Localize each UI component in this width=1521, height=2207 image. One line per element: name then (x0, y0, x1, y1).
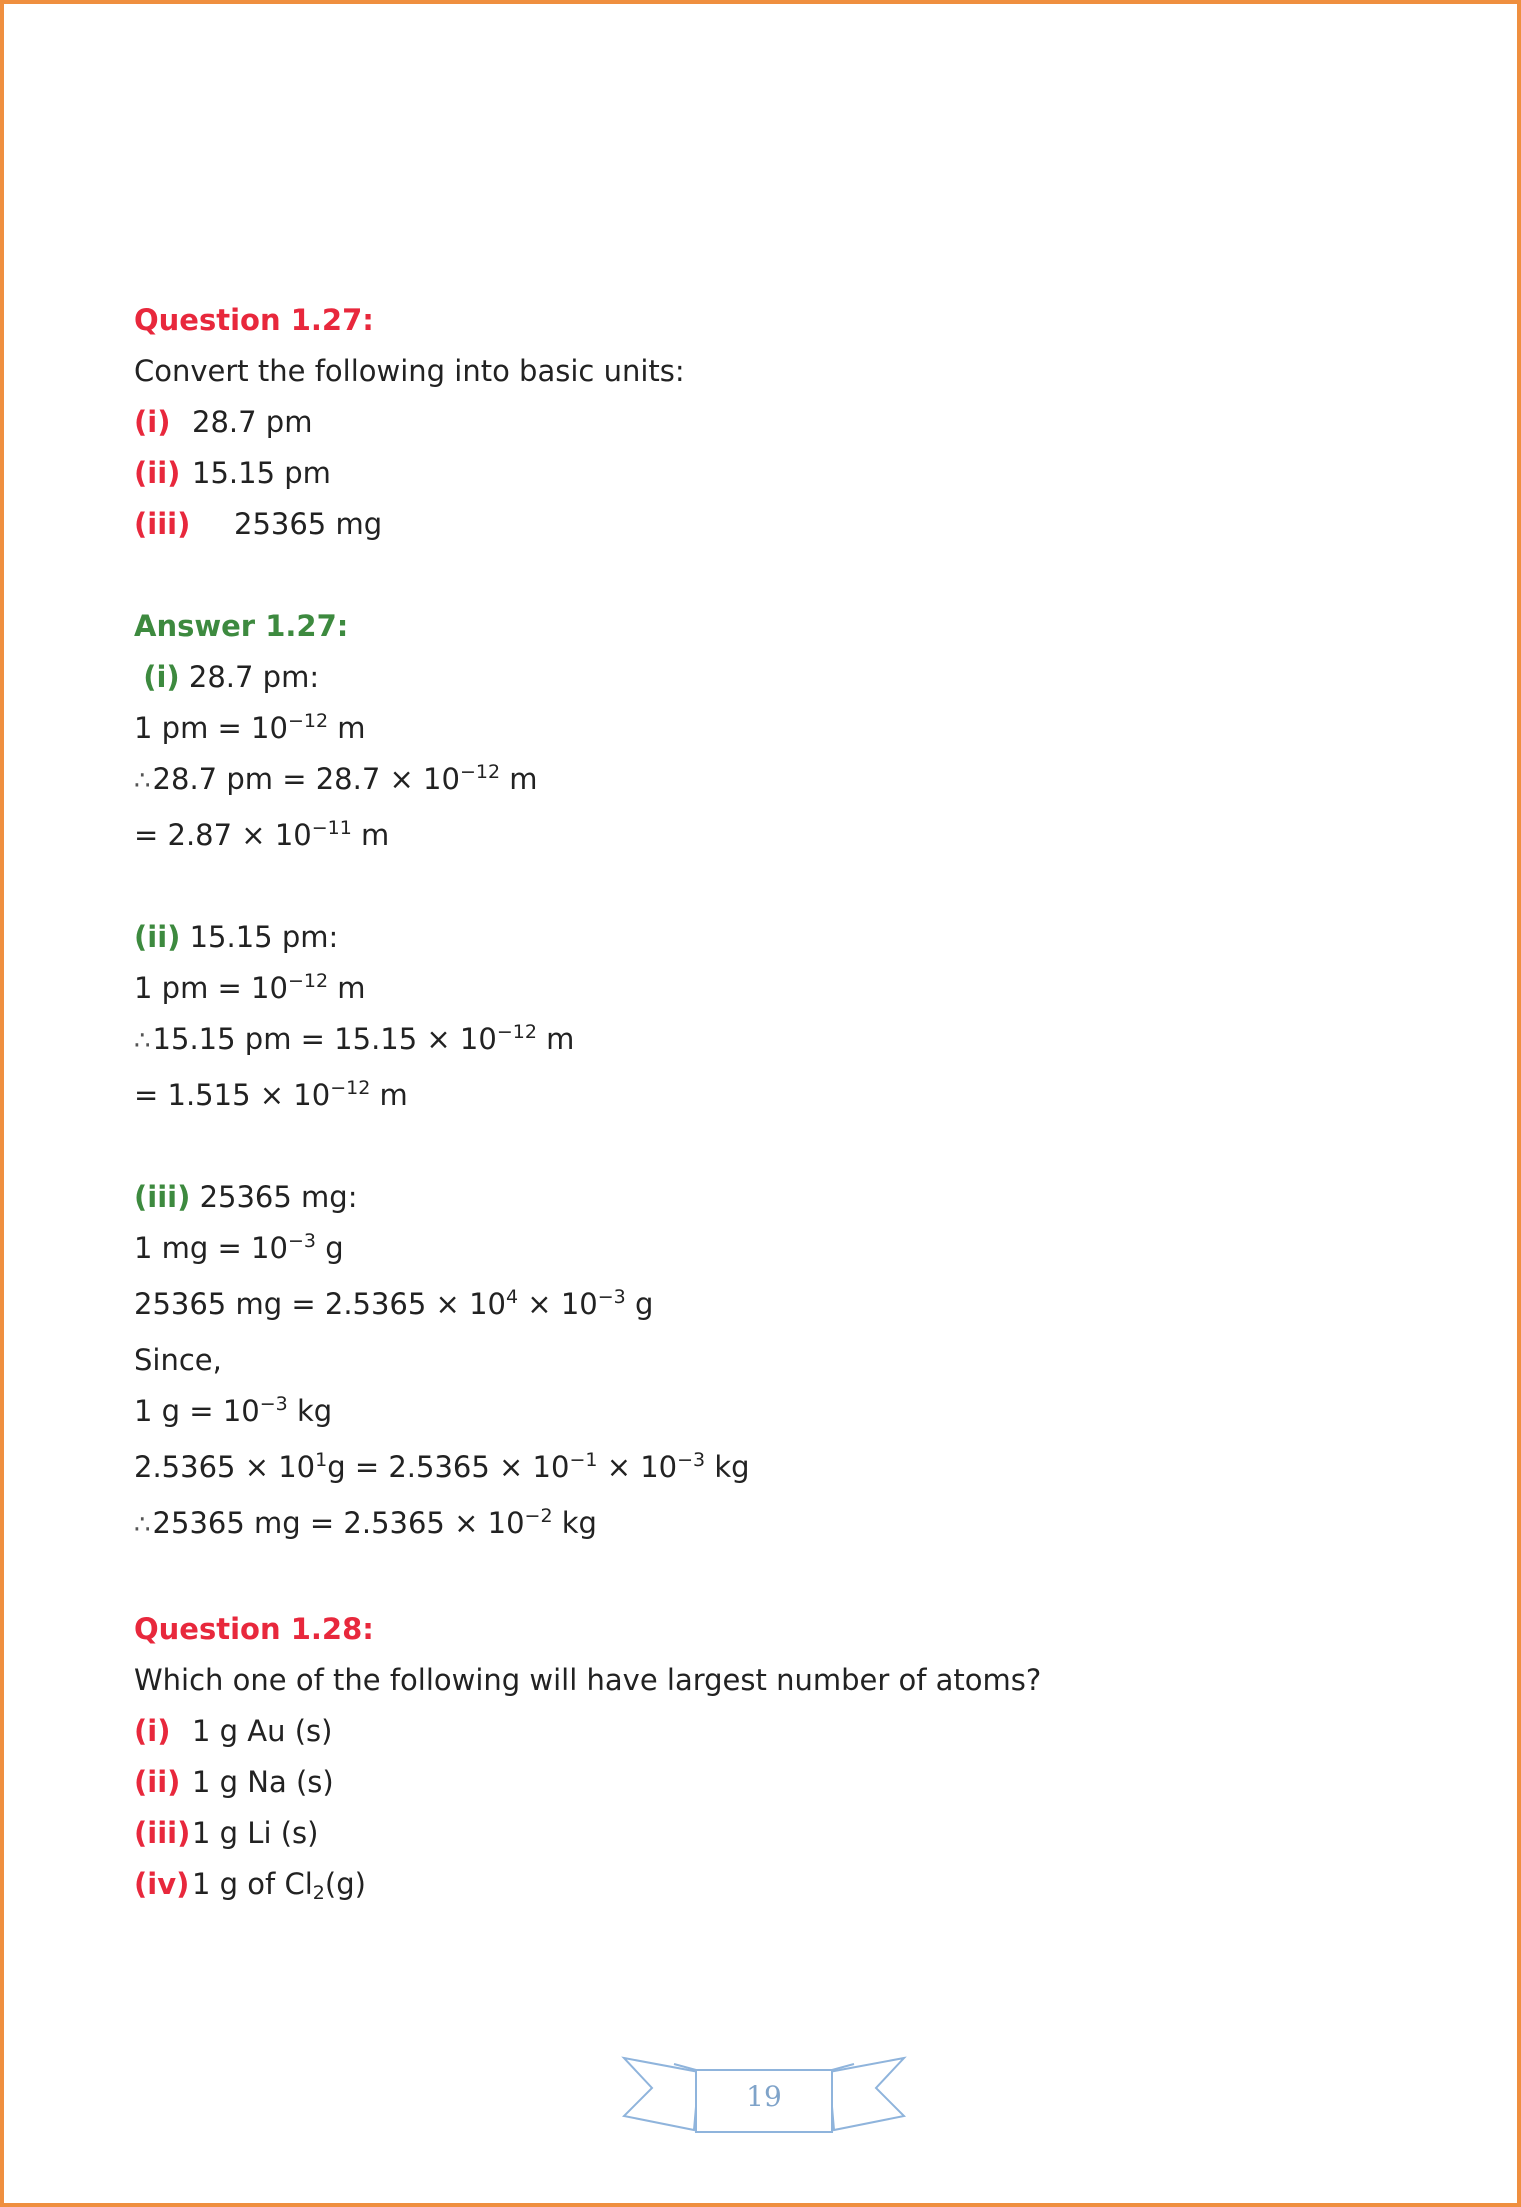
exponent: −3 (287, 1230, 316, 1252)
eq-text: 1 mg = 10 (134, 1231, 288, 1265)
eq-text: kg (552, 1506, 597, 1540)
question-heading: Question 1.28: (134, 1612, 374, 1646)
item-label: (i) (134, 1714, 171, 1748)
therefore-symbol: ∴ (134, 766, 151, 796)
equation-line (134, 708, 1394, 759)
eq-text: 2.5365 × 10 (134, 1450, 316, 1484)
answer-part-title (134, 917, 1394, 968)
item-text: 1 g Au (s) (192, 1714, 333, 1748)
item-text: 28.7 pm (192, 405, 313, 439)
equation-line (134, 1019, 1394, 1075)
item-text: 1 g Na (s) (192, 1765, 334, 1799)
equation-line (134, 1284, 1394, 1340)
exponent: −12 (496, 1021, 537, 1043)
eq-text: g = 2.5365 × 10 (327, 1450, 570, 1484)
part-label: (i) (143, 660, 180, 694)
answer-part-title (134, 1177, 1394, 1228)
eq-text: × 10 (518, 1287, 598, 1321)
exponent: −3 (259, 1393, 288, 1415)
part-title: 15.15 pm: (189, 920, 339, 954)
eq-text: 25365 mg = 2.5365 × 10 (152, 1506, 525, 1540)
part-label: (iii) (134, 1180, 191, 1214)
eq-text: 28.7 pm = 28.7 × 10 (152, 762, 460, 796)
exponent: −3 (677, 1449, 706, 1471)
equation-line (134, 1503, 1394, 1554)
eq-text: 1 pm = 10 (134, 971, 288, 1005)
question-item (134, 1762, 1394, 1813)
item-text: 15.15 pm (192, 456, 331, 490)
equation-line (134, 968, 1394, 1019)
question-prompt: Which one of the following will have largest number of atoms? (134, 1663, 1042, 1697)
item-label: (iv) (134, 1867, 190, 1901)
item-label: (ii) (134, 1765, 181, 1799)
equation-line (134, 1228, 1394, 1284)
item-label: (iii) (134, 1816, 191, 1850)
exponent: 4 (505, 1286, 519, 1308)
question-item (134, 402, 1394, 453)
eq-text: 25365 mg = 2.5365 × 10 (134, 1287, 506, 1321)
subscript: 2 (312, 1882, 325, 1904)
item-label: (i) (134, 405, 171, 439)
exponent: −2 (524, 1505, 553, 1527)
equation-line (134, 1391, 1394, 1447)
since-text: Since, (134, 1343, 222, 1377)
answer-part-title (134, 657, 1394, 708)
eq-text: m (328, 711, 366, 745)
question-heading: Question 1.27: (134, 303, 374, 337)
eq-text: m (351, 818, 390, 852)
question-item (134, 1813, 1394, 1864)
part-title: 25365 mg: (199, 1180, 358, 1214)
eq-text: m (370, 1078, 408, 1112)
equation-line (134, 815, 1394, 866)
part-title: 28.7 pm: (188, 660, 320, 694)
eq-text: m (536, 1022, 575, 1056)
part-label: (ii) (134, 920, 181, 954)
question-item (134, 1864, 1394, 1915)
eq-text: kg (287, 1394, 333, 1428)
eq-text: m (500, 762, 538, 796)
question-item (134, 504, 1394, 555)
eq-text: = 1.515 × 10 (134, 1078, 331, 1112)
item-label: (iii) (134, 507, 191, 541)
eq-text: 1 g = 10 (134, 1394, 260, 1428)
question-prompt: Convert the following into basic units: (134, 354, 685, 388)
eq-text: 1 pm = 10 (134, 711, 288, 745)
page-number: 19 (746, 2080, 782, 2113)
exponent: −11 (311, 817, 352, 839)
answer-heading: Answer 1.27: (134, 609, 349, 643)
exponent: −1 (569, 1449, 598, 1471)
eq-text: m (328, 971, 366, 1005)
equation-line (134, 1075, 1394, 1126)
item-text: 25365 mg (234, 507, 383, 541)
exponent: −12 (287, 970, 329, 992)
exponent: −12 (459, 761, 501, 783)
exponent: −3 (597, 1286, 626, 1308)
page-number-ribbon (614, 2052, 914, 2148)
page-content (134, 300, 1394, 1915)
exponent: −12 (330, 1077, 371, 1099)
eq-text: g (625, 1287, 654, 1321)
equation-line (134, 1447, 1394, 1503)
eq-text: = 2.87 × 10 (134, 818, 312, 852)
item-text: 1 g of Cl (192, 1867, 313, 1901)
item-text: (g) (324, 1867, 366, 1901)
exponent: −12 (287, 710, 329, 732)
eq-text: 15.15 pm = 15.15 × 10 (152, 1022, 497, 1056)
question-item (134, 1711, 1394, 1762)
item-label: (ii) (134, 456, 181, 490)
equation-line (134, 759, 1394, 815)
eq-text: × 10 (597, 1450, 678, 1484)
item-text: 1 g Li (s) (192, 1816, 319, 1850)
exponent: 1 (315, 1449, 328, 1471)
eq-text: kg (705, 1450, 750, 1484)
question-item (134, 453, 1394, 504)
eq-text: g (315, 1231, 344, 1265)
therefore-symbol: ∴ (134, 1026, 151, 1056)
therefore-symbol: ∴ (134, 1510, 151, 1540)
